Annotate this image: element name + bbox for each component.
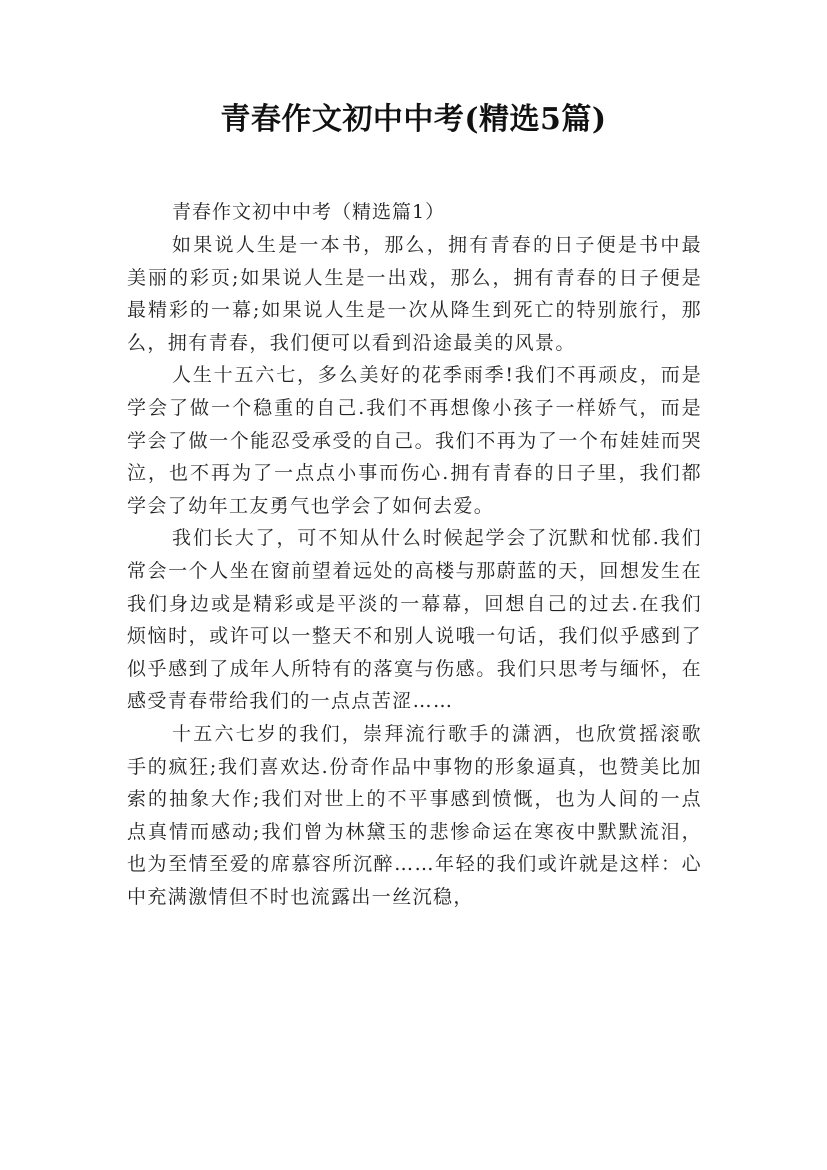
paragraph-1: 如果说人生是一本书，那么，拥有青春的日子便是书中最美丽的彩页;如果说人生是一出戏，那么，拥有青春的日子便是最精彩的一幕;如果说人生是一次从降生到死亡的特别旅行，那么，拥有青春，我们便可以看到沿途最美的风景。 [127, 234, 702, 354]
document-title: 青春作文初中中考(精选5篇) [220, 102, 607, 137]
paragraph-4: 十五六七岁的我们，崇拜流行歌手的潇洒，也欣赏摇滚歌手的疯狂;我们喜欢达.份奇作品中事物的形象逼真，也赞美比加索的抽象大作;我们对世上的不平事感到愤慨，也为人间的一点点真情而感动;我们曾为林黛玉的悲惨命运在寒夜中默默流泪，也为至情至爱的席慕容所沉醉……年轻的我们或许就是这样：心中充满激情但不时也流露出一丝沉稳， [127, 722, 702, 908]
paragraph-2: 人生十五六七，多么美好的花季雨季!我们不再顽皮，而是学会了做一个稳重的自己.我们不再想像小孩子一样娇气，而是学会了做一个能忍受承受的自己。我们不再为了一个布娃娃而哭泣，也不再为了一点点小事而伤心.拥有青春的日子里，我们都学会了幼年工友勇气也学会了如何去爱。 [127, 364, 702, 517]
paragraph-3: 我们长大了，可不知从什么时候起学会了沉默和忧郁.我们常会一个人坐在窗前望着远处的高楼与那蔚蓝的天，回想发生在我们身边或是精彩或是平淡的一幕幕，回想自己的过去.在我们烦恼时，或许可以一整天不和别人说哦一句话，我们似乎感到了似乎感到了成年人所特有的落寞与伤感。我们只思考与缅怀，在感受青春带给我们的一点点苦涩…… [127, 527, 702, 713]
section-heading: 青春作文初中中考（精选篇1） [172, 201, 446, 223]
document-body [127, 196, 702, 913]
